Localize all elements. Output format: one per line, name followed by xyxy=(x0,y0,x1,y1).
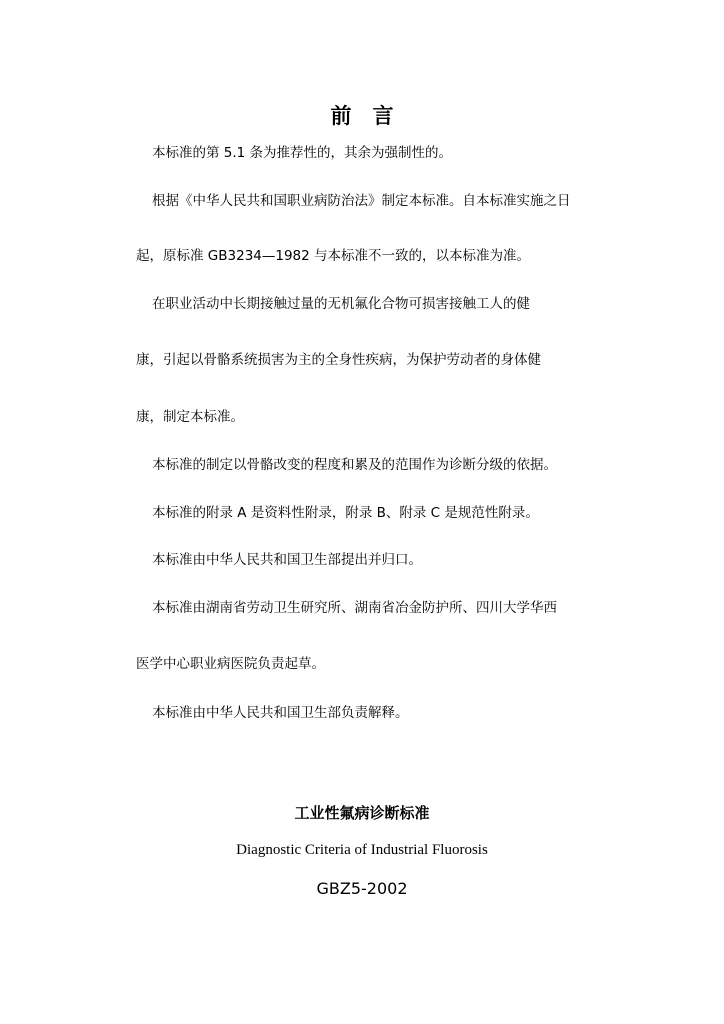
standard-code: GBZ5-2002 xyxy=(316,879,408,898)
foreword-paragraph-line: 医学中心职业病医院负责起草。 xyxy=(136,656,325,672)
foreword-paragraph-line: 本标准的第 5.1 条为推荐性的，其余为强制性的。 xyxy=(152,145,453,161)
foreword-paragraph-line: 在职业活动中长期接触过量的无机氟化合物可损害接触工人的健 xyxy=(152,296,530,312)
standard-title-english: Diagnostic Criteria of Industrial Fluorosis xyxy=(236,842,488,858)
foreword-paragraph-line: 根据《中华人民共和国职业病防治法》制定本标准。自本标准实施之日 xyxy=(152,193,571,209)
foreword-paragraph-line: 本标准由中华人民共和国卫生部负责解释。 xyxy=(152,705,409,721)
foreword-paragraph-line: 康，制定本标准。 xyxy=(136,409,244,425)
foreword-paragraph-line: 本标准由湖南省劳动卫生研究所、湖南省冶金防护所、四川大学华西 xyxy=(152,600,557,616)
foreword-paragraph-line: 起，原标准 GB3234—1982 与本标准不一致的，以本标准为准。 xyxy=(136,248,531,264)
standard-title-chinese: 工业性氟病诊断标准 xyxy=(294,804,430,822)
foreword-paragraph-line: 本标准的制定以骨骼改变的程度和累及的范围作为诊断分级的依据。 xyxy=(152,457,557,473)
foreword-paragraph-line: 康，引起以骨骼系统损害为主的全身性疾病，为保护劳动者的身体健 xyxy=(136,352,541,368)
foreword-paragraph-line: 本标准由中华人民共和国卫生部提出并归口。 xyxy=(152,552,422,568)
foreword-title: 前 言 xyxy=(330,104,394,128)
foreword-paragraph-line: 本标准的附录 A 是资料性附录，附录 B、附录 C 是规范性附录。 xyxy=(152,505,539,521)
